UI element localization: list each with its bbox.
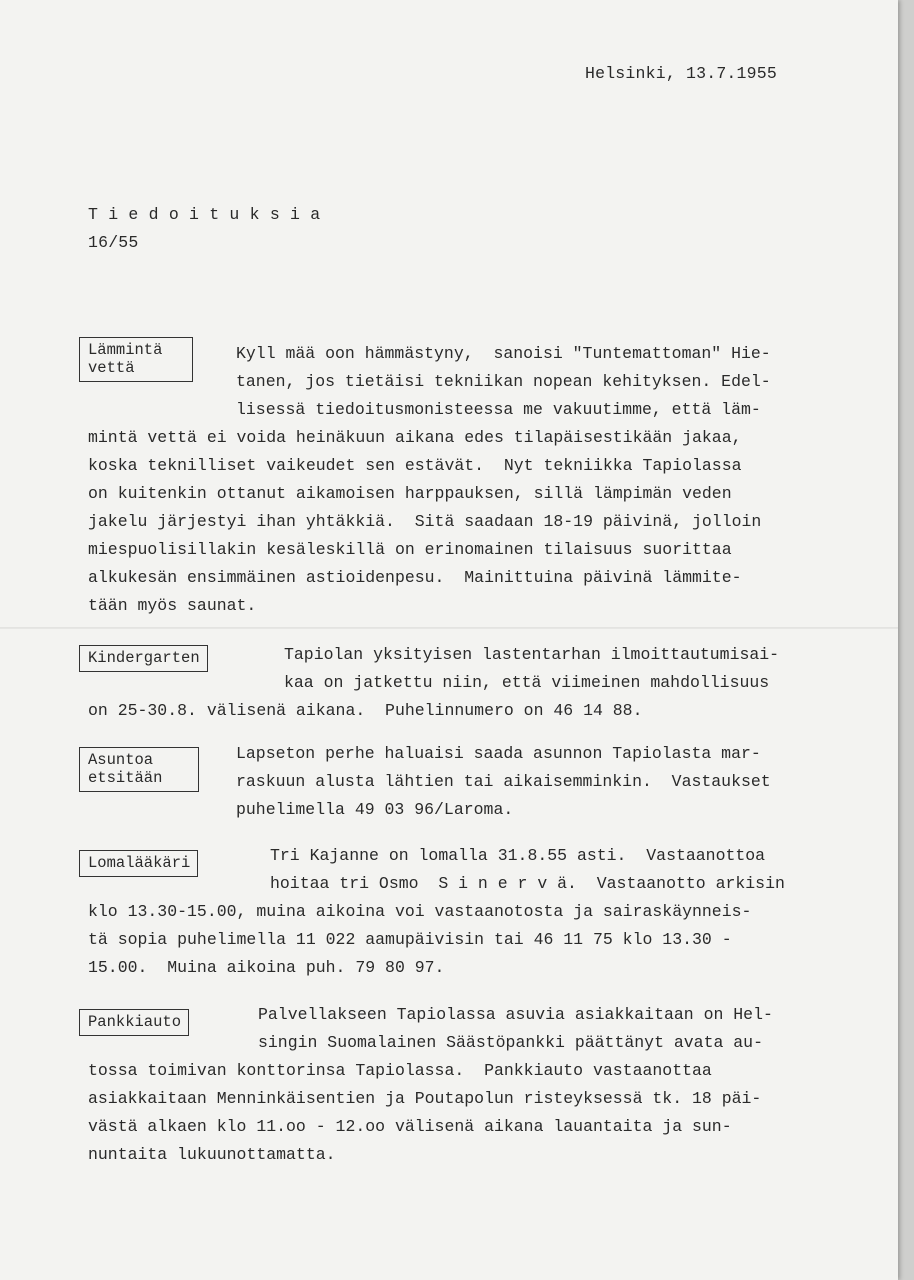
document-title: T i e d o i t u k s i a [88, 205, 321, 224]
section-text-line: mintä vettä ei voida heinäkuun aikana edes tilapäisestikään jakaa, [88, 428, 742, 447]
section-text-line: on kuitenkin ottanut aikamoisen harppauksen, sillä lämpimän veden [88, 484, 732, 503]
section-text-line: klo 13.30-15.00, muina aikoina voi vastaanotosta ja sairaskäynneis- [88, 902, 752, 921]
section-label-line: Asuntoa [88, 751, 154, 769]
section-label-line: Kindergarten [88, 649, 200, 667]
section-text-line: jakelu järjestyi ihan yhtäkkiä. Sitä saadaan 18-19 päivinä, jolloin [88, 512, 762, 531]
section-label-line: etsitään [88, 769, 163, 787]
section-text-line: asiakkaitaan Menninkäisentien ja Poutapolun risteyksessä tk. 18 päi- [88, 1089, 762, 1108]
section-label-box [79, 850, 198, 877]
section-text-line: Lapseton perhe haluaisi saada asunnon Tapiolasta mar- [236, 744, 761, 763]
section-text-line: alkukesän ensimmäinen astioidenpesu. Mainittuina päivinä lämmite- [88, 568, 742, 587]
section-text-line: tanen, jos tietäisi tekniikan nopean kehityksen. Edel- [236, 372, 771, 391]
section-text-line: västä alkaen klo 11.oo - 12.oo välisenä aikana lauantaita ja sun- [88, 1117, 732, 1136]
section-text-line: tään myös saunat. [88, 596, 257, 615]
section-label-line: Pankkiauto [88, 1013, 182, 1031]
section-label-line: Lämmintä [88, 341, 163, 359]
section-text-line: raskuun alusta lähtien tai aikaisemminkin. Vastaukset [236, 772, 771, 791]
section-label-box [79, 645, 208, 672]
section-text-line: Tri Kajanne on lomalla 31.8.55 asti. Vastaanottoa [270, 846, 766, 865]
section-text-line: nuntaita lukuunottamatta. [88, 1145, 336, 1164]
section-text-line: Kyll mää oon hämmästyny, sanoisi "Tuntemattoman" Hie- [236, 344, 771, 363]
section-label-line: vettä [88, 359, 135, 377]
document-date: Helsinki, 13.7.1955 [585, 64, 777, 83]
section-text-line: koska teknilliset vaikeudet sen estävät. Nyt tekniikka Tapiolassa [88, 456, 742, 475]
section-label-line: Lomalääkäri [88, 854, 191, 872]
issue-number: 16/55 [88, 233, 139, 252]
section-text-line: tä sopia puhelimella 11 022 aamupäivisin tai 46 11 75 klo 13.30 - [88, 930, 732, 949]
section-text-line: 15.00. Muina aikoina puh. 79 80 97. [88, 958, 445, 977]
section-text-line: hoitaa tri Osmo S i n e r v ä. Vastaanotto arkisin [270, 874, 785, 893]
section-text-line: lisessä tiedoitusmonisteessa me vakuutimme, että läm- [236, 400, 761, 419]
section-text-line: miespuolisillakin kesäleskillä on erinomainen tilaisuus suorittaa [88, 540, 732, 559]
section-label-box [79, 337, 193, 382]
section-text-line: Tapiolan yksityisen lastentarhan ilmoittautumisai- [284, 645, 780, 664]
section-text-line: puhelimella 49 03 96/Laroma. [236, 800, 514, 819]
paper-fold [0, 627, 898, 629]
section-text-line: tossa toimivan konttorinsa Tapiolassa. Pankkiauto vastaanottaa [88, 1061, 712, 1080]
section-label-box [79, 747, 199, 792]
section-label-box [79, 1009, 189, 1036]
section-text-line: on 25-30.8. välisenä aikana. Puhelinnumero on 46 14 88. [88, 701, 643, 720]
section-text-line: kaa on jatkettu niin, että viimeinen mahdollisuus [284, 673, 770, 692]
section-text-line: singin Suomalainen Säästöpankki päättänyt avata au- [258, 1033, 763, 1052]
section-text-line: Palvellakseen Tapiolassa asuvia asiakkaitaan on Hel- [258, 1005, 773, 1024]
